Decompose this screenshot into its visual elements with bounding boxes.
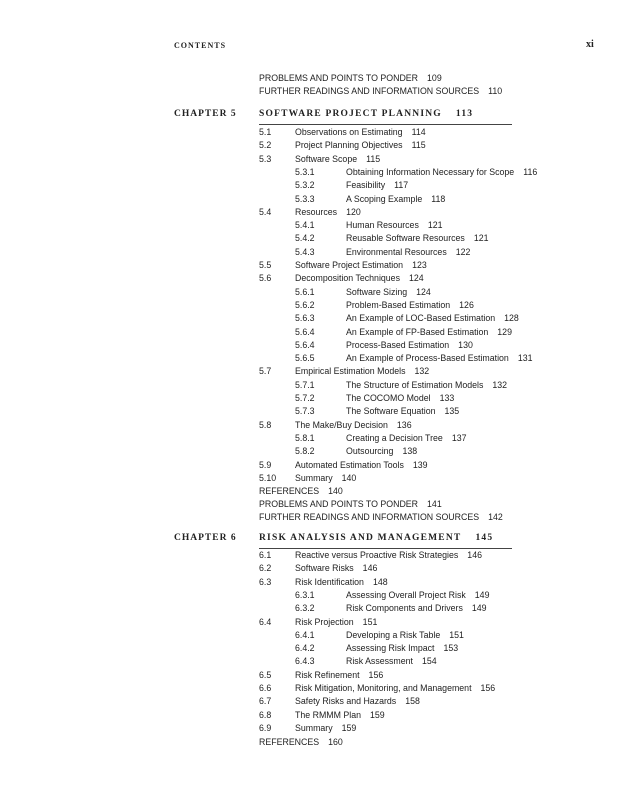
- subsection-entry: [346, 353, 533, 364]
- chapter-page: 145: [475, 533, 494, 543]
- entry-title: Software Scope: [295, 153, 358, 164]
- front-line: [259, 73, 442, 84]
- section-entry: [295, 473, 356, 484]
- subsection-entry: [346, 393, 454, 404]
- section-number: 5.3.1: [295, 166, 315, 177]
- section-entry: [295, 710, 385, 721]
- entry-title: PROBLEMS AND POINTS TO PONDER: [259, 499, 419, 509]
- section-number: 5.6.4: [295, 326, 315, 337]
- section-number: 6.9: [259, 722, 272, 733]
- entry-page: 141: [427, 499, 442, 509]
- entry-title: A Scoping Example: [346, 193, 423, 204]
- entry-page: 146: [467, 550, 482, 560]
- section-number: 5.4: [259, 206, 272, 217]
- section-number: 5.6: [259, 273, 272, 284]
- entry-page: 130: [458, 339, 473, 350]
- entry-page: 132: [414, 366, 430, 377]
- section-entry: [295, 366, 429, 377]
- entry-title: The Make/Buy Decision: [295, 419, 388, 430]
- entry-title: Process-Based Estimation: [346, 339, 450, 350]
- entry-title: Developing a Risk Table: [346, 629, 441, 640]
- entry-title: Automated Estimation Tools: [295, 459, 404, 470]
- back-matter-line: [259, 499, 442, 510]
- subsection-entry: [346, 340, 473, 351]
- entry-title: Feasibility: [346, 180, 386, 191]
- section-entry: [295, 577, 388, 588]
- subsection-entry: [346, 233, 489, 244]
- entry-title: Risk Assessment: [346, 656, 413, 667]
- entry-title: FURTHER READINGS AND INFORMATION SOURCES: [259, 512, 480, 522]
- section-entry: [295, 617, 377, 628]
- section-number: 5.7: [259, 366, 272, 377]
- chapter-label: CHAPTER 5: [174, 109, 237, 119]
- entry-page: 123: [412, 260, 427, 270]
- entry-title: Software Sizing: [346, 286, 408, 297]
- entry-page: 140: [341, 472, 357, 483]
- entry-page: 153: [443, 643, 459, 654]
- entry-title: Risk Identification: [295, 576, 364, 587]
- chapter-rule: [259, 124, 512, 125]
- subsection-entry: [346, 313, 519, 324]
- entry-page: 139: [412, 459, 428, 470]
- subsection-entry: [346, 406, 459, 417]
- entry-title: Software Risks: [295, 563, 354, 574]
- section-number: 6.3.2: [295, 603, 315, 614]
- entry-title: The RMMM Plan: [295, 709, 361, 720]
- entry-title: Empirical Estimation Models: [295, 366, 406, 377]
- entry-title: Summary: [295, 722, 333, 733]
- section-number: 5.4.2: [295, 233, 315, 244]
- entry-page: 115: [366, 153, 381, 164]
- entry-page: 126: [459, 299, 474, 310]
- section-number: 5.8: [259, 419, 272, 430]
- entry-title: Obtaining Information Necessary for Scope: [346, 166, 515, 177]
- entry-page: 151: [449, 629, 464, 640]
- section-number: 5.8.1: [295, 432, 315, 443]
- entry-page: 142: [488, 512, 503, 522]
- section-number: 5.10: [259, 472, 277, 483]
- section-number: 5.5: [259, 260, 272, 270]
- entry-title: Risk Refinement: [295, 669, 360, 680]
- entry-page: 159: [370, 709, 385, 720]
- entry-page: 149: [471, 603, 487, 614]
- section-entry: [295, 723, 356, 734]
- entry-page: 160: [328, 737, 343, 747]
- entry-page: 156: [368, 669, 384, 680]
- subsection-entry: [346, 300, 474, 311]
- page-number: xi: [586, 39, 594, 50]
- section-number: 5.6.3: [295, 313, 315, 324]
- entry-title: An Example of LOC-Based Estimation: [346, 313, 496, 324]
- entry-page: 121: [427, 220, 443, 231]
- section-number: 6.3.1: [295, 589, 315, 600]
- section-number: 6.5: [259, 669, 272, 680]
- subsection-entry: [346, 194, 445, 205]
- section-number: 6.7: [259, 696, 272, 707]
- section-number: 6.4: [259, 616, 272, 627]
- section-entry: [295, 683, 495, 694]
- entry-title: PROBLEMS AND POINTS TO PONDER: [259, 73, 419, 83]
- section-number: 5.9: [259, 459, 272, 470]
- entry-page: 138: [402, 446, 418, 457]
- section-number: 5.6.1: [295, 286, 315, 297]
- entry-title: Summary: [295, 472, 333, 483]
- section-number: 6.4.1: [295, 629, 315, 640]
- entry-page: 109: [427, 73, 442, 83]
- section-number: 6.2: [259, 563, 272, 574]
- back-matter-line: [259, 486, 343, 497]
- subsection-entry: [346, 220, 443, 231]
- subsection-entry: [346, 446, 417, 457]
- subsection-entry: [346, 180, 408, 191]
- section-number: 5.7.1: [295, 379, 315, 390]
- entry-page: 133: [439, 393, 455, 403]
- entry-page: 124: [416, 286, 431, 297]
- entry-title: Assessing Overall Project Risk: [346, 589, 466, 600]
- back-matter-line: [259, 512, 503, 523]
- entry-title: Project Planning Objectives: [295, 140, 403, 151]
- entry-page: 136: [396, 419, 412, 430]
- entry-title: Observations on Estimating: [295, 127, 403, 137]
- entry-page: 115: [411, 140, 426, 151]
- subsection-entry: [346, 433, 467, 444]
- entry-page: 124: [408, 273, 424, 284]
- entry-title: Human Resources: [346, 220, 419, 231]
- entry-page: 146: [362, 563, 378, 574]
- chapter-label: CHAPTER 6: [174, 533, 237, 543]
- entry-page: 117: [394, 180, 409, 191]
- section-number: 5.3.3: [295, 193, 315, 204]
- entry-page: 121: [473, 233, 489, 244]
- running-header: CONTENTS: [174, 41, 227, 50]
- entry-page: 148: [372, 576, 388, 587]
- entry-title: Reactive versus Proactive Risk Strategies: [295, 550, 459, 560]
- entry-page: 151: [362, 616, 378, 627]
- entry-title: Reusable Software Resources: [346, 233, 465, 244]
- entry-title: An Example of FP-Based Estimation: [346, 326, 489, 337]
- section-entry: [295, 260, 427, 271]
- section-number: 6.4.2: [295, 643, 315, 654]
- entry-page: 137: [451, 432, 467, 443]
- subsection-entry: [346, 603, 487, 614]
- entry-page: 135: [444, 406, 460, 417]
- entry-title: The Structure of Estimation Models: [346, 379, 484, 390]
- entry-page: 158: [405, 696, 420, 707]
- entry-title: The Software Equation: [346, 406, 436, 417]
- section-number: 5.3.2: [295, 180, 315, 191]
- entry-page: 154: [421, 656, 437, 667]
- subsection-entry: [346, 630, 464, 641]
- entry-page: 131: [517, 353, 533, 364]
- subsection-entry: [346, 643, 458, 654]
- entry-title: Problem-Based Estimation: [346, 299, 451, 310]
- section-entry: [295, 127, 426, 138]
- section-entry: [295, 154, 380, 165]
- chapter-title-text: RISK ANALYSIS AND MANAGEMENT: [259, 533, 462, 543]
- subsection-entry: [346, 380, 507, 391]
- entry-page: 156: [480, 683, 496, 693]
- entry-title: Safety Risks and Hazards: [295, 696, 397, 707]
- entry-page: 116: [523, 166, 538, 177]
- section-number: 6.4.3: [295, 656, 315, 667]
- subsection-entry: [346, 167, 537, 178]
- section-number: 5.6.2: [295, 299, 315, 310]
- entry-title: FURTHER READINGS AND INFORMATION SOURCES: [259, 86, 480, 96]
- section-number: 5.6.4: [295, 339, 315, 350]
- entry-title: Software Project Estimation: [295, 260, 404, 270]
- subsection-entry: [346, 327, 512, 338]
- section-number: 5.6.5: [295, 353, 315, 364]
- section-entry: [295, 420, 412, 431]
- entry-title: REFERENCES: [259, 737, 320, 747]
- entry-page: 122: [455, 246, 471, 257]
- section-number: 5.2: [259, 140, 272, 151]
- entry-title: Outsourcing: [346, 446, 394, 457]
- entry-page: 128: [504, 313, 519, 324]
- chapter-title: [259, 533, 493, 543]
- entry-page: 159: [341, 722, 357, 733]
- entry-page: 120: [346, 206, 361, 217]
- section-number: 6.1: [259, 550, 272, 560]
- entry-page: 110: [488, 86, 503, 96]
- entry-title: Assessing Risk Impact: [346, 643, 435, 654]
- subsection-entry: [346, 287, 431, 298]
- section-number: 5.4.1: [295, 220, 315, 231]
- section-number: 5.7.3: [295, 406, 315, 417]
- subsection-entry: [346, 656, 437, 667]
- section-entry: [295, 550, 482, 561]
- section-number: 5.7.2: [295, 393, 315, 403]
- section-number: 5.1: [259, 127, 272, 137]
- section-entry: [295, 460, 428, 471]
- section-number: 6.3: [259, 576, 272, 587]
- entry-title: An Example of Process-Based Estimation: [346, 353, 509, 364]
- section-number: 5.3: [259, 153, 272, 164]
- entry-title: Risk Projection: [295, 616, 354, 627]
- entry-title: Risk Mitigation, Monitoring, and Management: [295, 683, 472, 693]
- entry-page: 129: [497, 326, 512, 337]
- entry-page: 114: [411, 127, 426, 137]
- entry-title: REFERENCES: [259, 486, 320, 496]
- section-number: 5.8.2: [295, 446, 315, 457]
- subsection-entry: [346, 247, 470, 258]
- chapter-page: 113: [455, 109, 474, 119]
- section-entry: [295, 140, 426, 151]
- section-entry: [295, 670, 383, 681]
- chapter-title-text: SOFTWARE PROJECT PLANNING: [259, 109, 442, 119]
- entry-title: Environmental Resources: [346, 246, 447, 257]
- entry-title: Resources: [295, 206, 338, 217]
- entry-page: 132: [492, 379, 508, 390]
- back-matter-line: [259, 737, 343, 748]
- chapter-title: [259, 109, 473, 119]
- section-entry: [295, 563, 377, 574]
- entry-title: Creating a Decision Tree: [346, 432, 443, 443]
- subsection-entry: [346, 590, 489, 601]
- section-number: 5.4.3: [295, 246, 315, 257]
- section-entry: [295, 273, 424, 284]
- front-line: [259, 86, 502, 97]
- entry-page: 149: [474, 589, 490, 600]
- section-number: 6.6: [259, 683, 272, 693]
- entry-title: Risk Components and Drivers: [346, 603, 463, 614]
- section-number: 6.8: [259, 709, 272, 720]
- entry-page: 118: [431, 193, 446, 204]
- entry-title: Decomposition Techniques: [295, 273, 400, 284]
- section-entry: [295, 696, 420, 707]
- entry-title: The COCOMO Model: [346, 393, 431, 403]
- entry-page: 140: [328, 486, 343, 496]
- chapter-rule: [259, 548, 512, 549]
- section-entry: [295, 207, 361, 218]
